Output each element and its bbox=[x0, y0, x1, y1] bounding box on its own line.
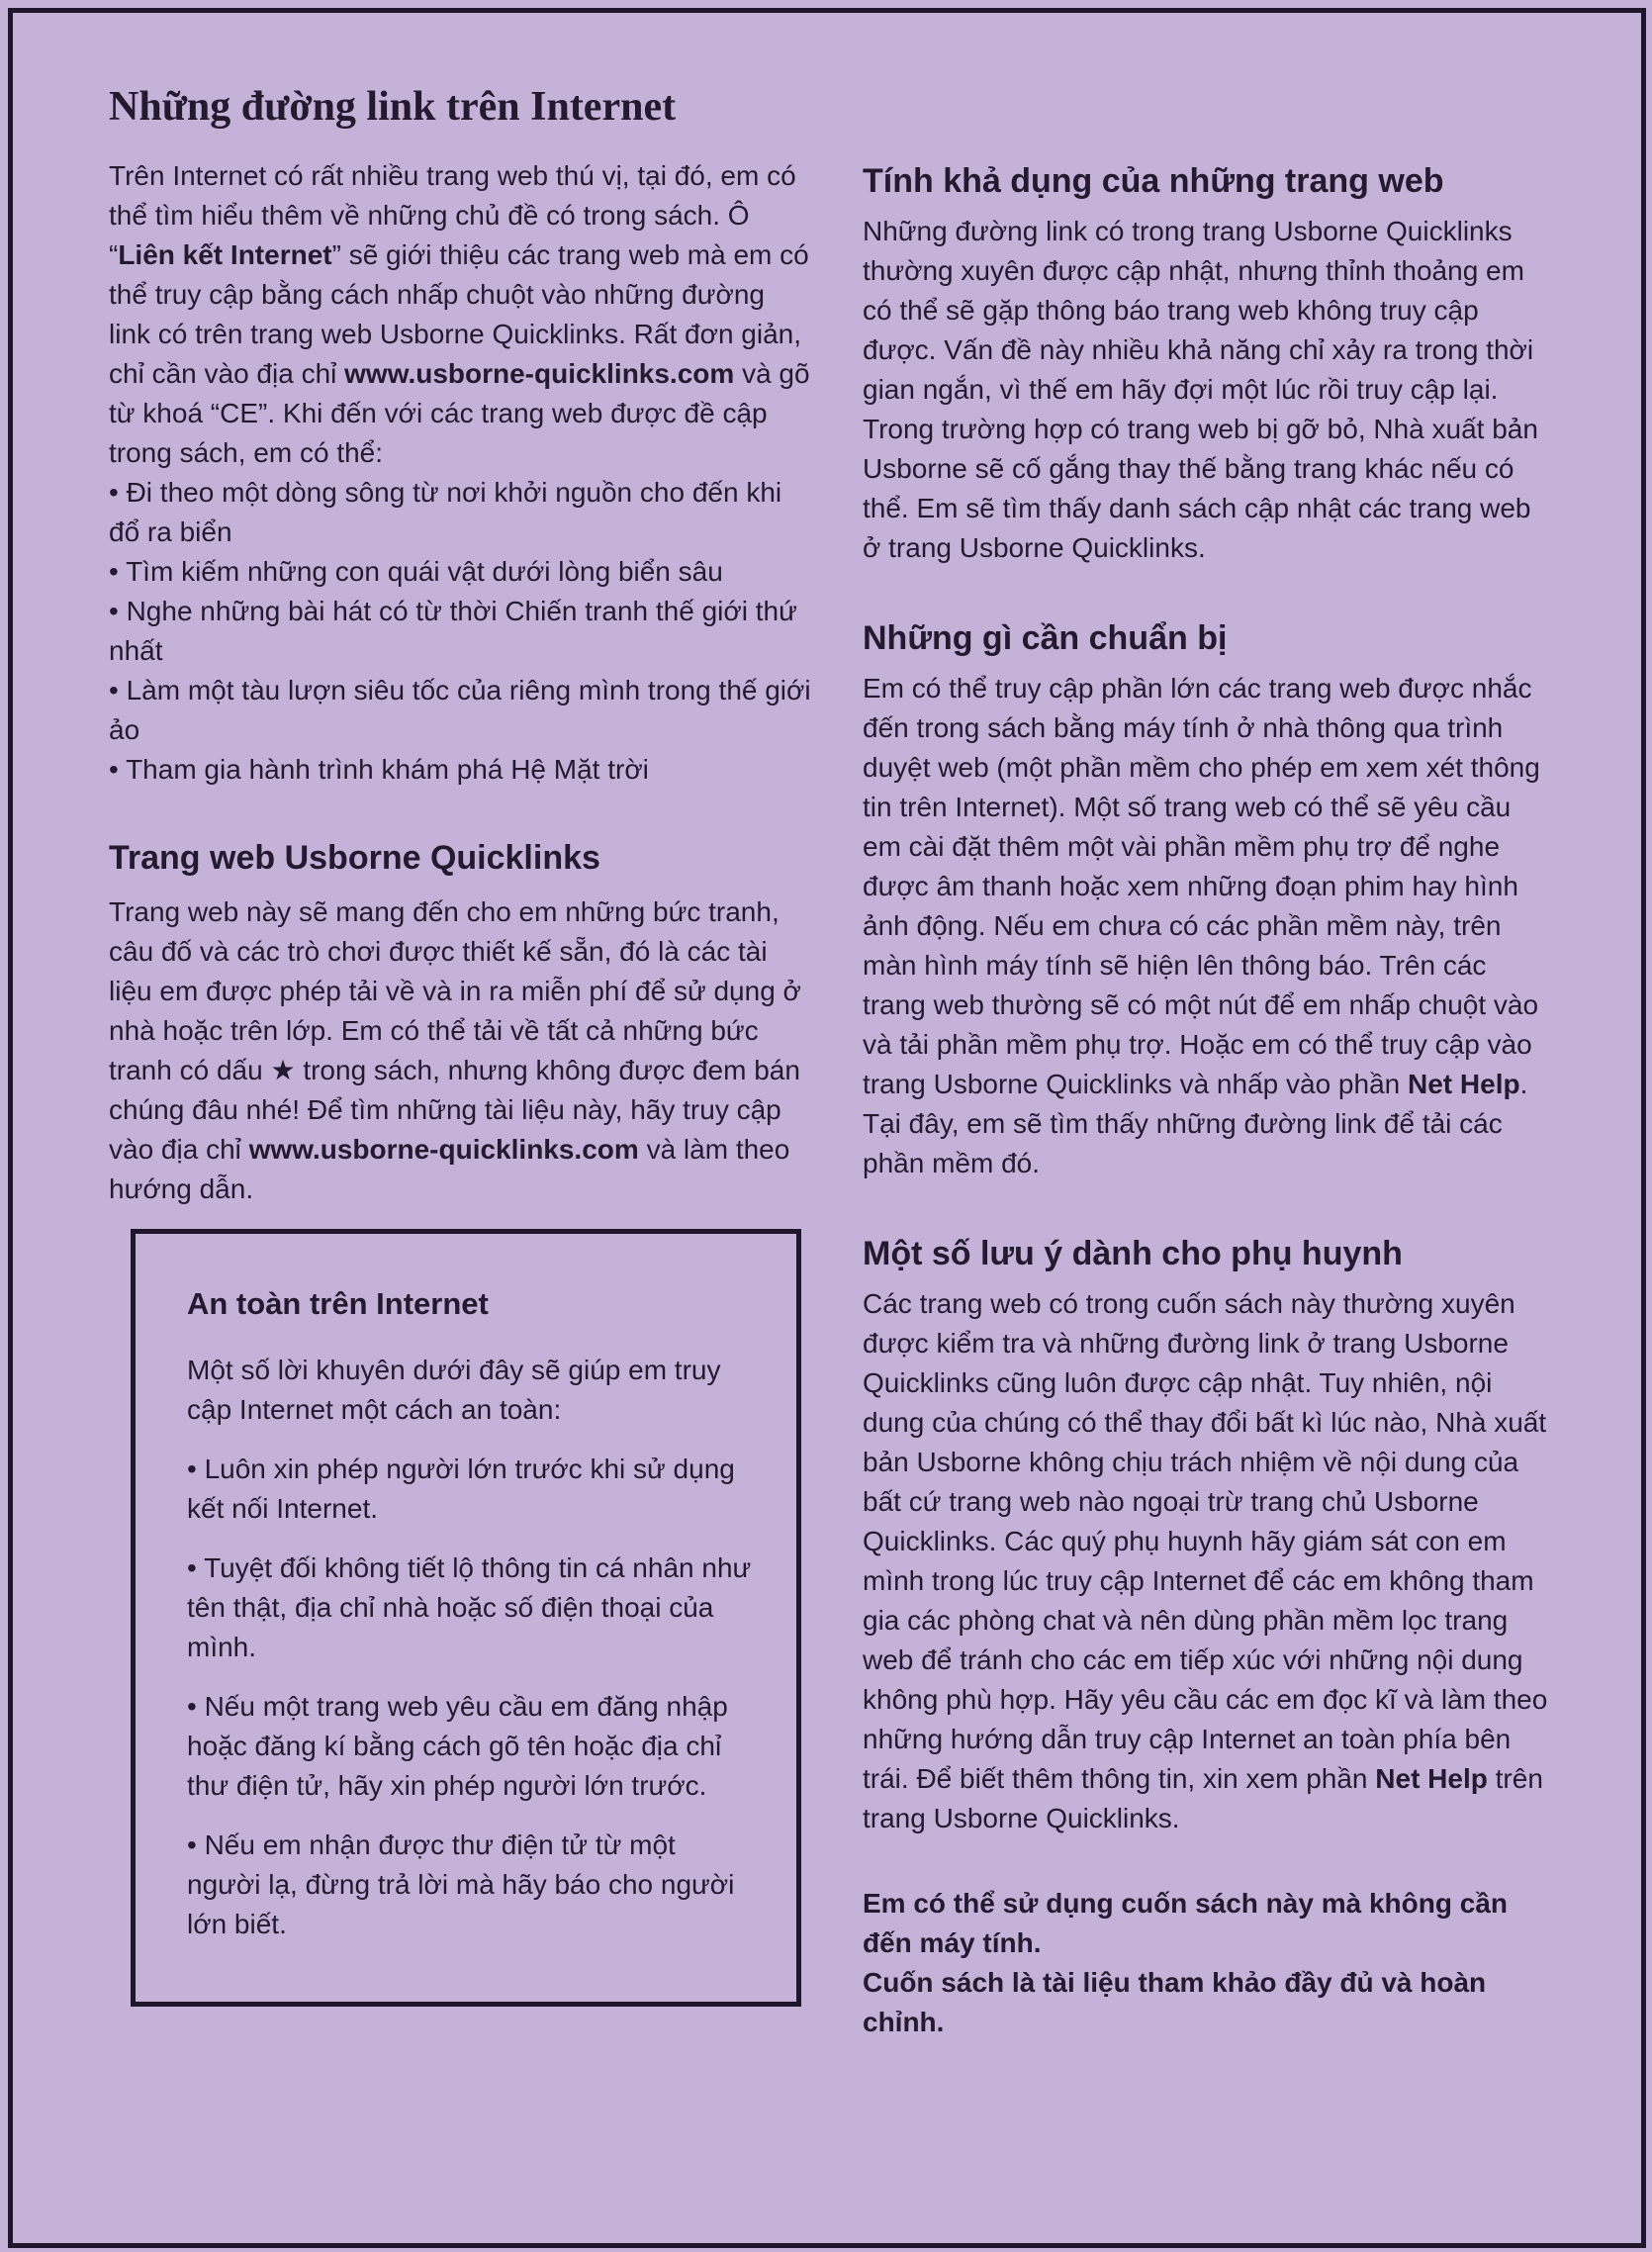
section-availability bbox=[863, 160, 1549, 568]
availability-paragraph-2: Trong trường hợp có trang web bị gỡ bỏ, Nhà xuất bản Usborne sẽ cố gắng thay thế bằng trang khác nếu có thể. Em sẽ tìm thấy danh sách cập nhật các trang web ở trang Usborne Quicklinks. bbox=[863, 414, 1538, 563]
activity-bullet: • Làm một tàu lượn siêu tốc của riêng mình trong thế giới ảo bbox=[109, 675, 811, 745]
preparation-text-2: . Tại đây, em sẽ tìm thấy những đường link để tải các phần mềm đó. bbox=[863, 1069, 1528, 1178]
section-heading-parents: Một số lưu ý dành cho phụ huynh bbox=[863, 1235, 1403, 1272]
section-preparation bbox=[863, 617, 1549, 1183]
footer-line-2: Cuốn sách là tài liệu tham khảo đầy đủ và hoàn chỉnh. bbox=[863, 1967, 1487, 2037]
footer-note bbox=[863, 1884, 1549, 2042]
intro-bold-lien-ket: Liên kết Internet bbox=[118, 239, 332, 270]
preparation-text-1: Em có thể truy cập phần lớn các trang web được nhắc đến trong sách bằng máy tính ở nhà thông qua trình duyệt web (một phần mềm cho phép em xem xét thông tin trên Internet). Một số trang web có thể sẽ yêu cầu em cài đặt thêm một vài phần mềm phụ trợ để nghe được âm thanh hoặc xem những đoạn phim hay hình ảnh động. Nếu em chưa có các phần mềm này, trên màn hình máy tính sẽ hiện lên thông báo. Trên các trang web thường sẽ có một nút để em nhấp chuột vào và tải phần mềm phụ trợ. Hoặc em có thể truy cập vào trang Usborne Quicklinks và nhấp vào phần bbox=[863, 673, 1540, 1099]
right-column bbox=[863, 160, 1549, 2042]
availability-paragraph-1: Những đường link có trong trang Usborne Quicklinks thường xuyên được cập nhật, nhưng thỉnh thoảng em có thể sẽ gặp thông báo trang web không truy cập được. Vấn đề này nhiều khả năng chỉ xảy ra trong thời gian ngắn, vì thế em hãy đợi một lúc rồi truy cập lại. bbox=[863, 216, 1534, 405]
preparation-paragraph bbox=[863, 669, 1549, 1183]
section-heading-availability: Tính khả dụng của những trang web bbox=[863, 162, 1444, 200]
intro-bold-url: www.usborne-quicklinks.com bbox=[344, 358, 735, 389]
quicklinks-text-2: và làm theo hướng dẫn. bbox=[109, 1134, 790, 1204]
footer-line-1: Em có thể sử dụng cuốn sách này mà không cần đến máy tính. bbox=[863, 1888, 1508, 1958]
quicklinks-text-1: Trang web này sẽ mang đến cho em những bức tranh, câu đố và các trò chơi được thiết kế sẵn, đó là các tài liệu em được phép tải về và in ra miễn phí để sử dụng ở nhà hoặc trên lớp. Em có thể tải về tất cả những bức tranh có dấu ★ trong sách, nhưng không được đem bán chúng đâu nhé! Để tìm những tài liệu này, hãy truy cập vào địa chỉ bbox=[109, 896, 801, 1165]
safety-bullet: • Luôn xin phép người lớn trước khi sử dụng kết nối Internet. bbox=[187, 1454, 735, 1524]
activity-bullet: • Đi theo một dòng sông từ nơi khởi nguồn cho đến khi đổ ra biển bbox=[109, 477, 782, 547]
intro-text-2: ” sẽ giới thiệu các trang web mà em có thể truy cập bằng cách nhấp chuột vào những đường link có trên trang web Usborne Quicklinks. Rất đơn giản, chỉ cần vào địa chỉ bbox=[109, 239, 809, 389]
section-heading-preparation: Những gì cần chuẩn bị bbox=[863, 619, 1228, 657]
safety-bullet: • Nếu một trang web yêu cầu em đăng nhập hoặc đăng kí bằng cách gõ tên hoặc địa chỉ thư điện tử, hãy xin phép người lớn trước. bbox=[187, 1691, 728, 1801]
section-heading-quicklinks: Trang web Usborne Quicklinks bbox=[109, 839, 600, 877]
activity-bullet: • Nghe những bài hát có từ thời Chiến tranh thế giới thứ nhất bbox=[109, 596, 797, 666]
intro-text-3: và gõ từ khoá “CE”. Khi đến với các trang web được đề cập trong sách, em có thể: bbox=[109, 358, 810, 468]
parents-text-1: Các trang web có trong cuốn sách này thường xuyên được kiểm tra và những đường link ở trang Usborne Quicklinks cũng luôn được cập nhật. Tuy nhiên, nội dung của chúng có thể thay đổi bất kì lúc nào, Nhà xuất bản Usborne không chịu trách nhiệm về nội dung của bất cứ trang web nào ngoại trừ trang chủ Usborne Quicklinks. Các quý phụ huynh hãy giám sát con em mình trong lúc truy cập Internet để các em không tham gia các phòng chat và nên dùng phần mềm lọc trang web để tránh cho các em tiếp xúc với những nội dung không phù hợp. Hãy yêu cầu các em đọc kĩ và làm theo những hướng dẫn truy cập Internet an toàn phía bên trái. Để biết thêm thông tin, xin xem phần bbox=[863, 1288, 1548, 1794]
quicklinks-paragraph bbox=[109, 892, 813, 1209]
safety-box-intro: Một số lời khuyên dưới đây sẽ giúp em truy cập Internet một cách an toàn: bbox=[187, 1355, 721, 1425]
safety-bullet: • Tuyệt đối không tiết lộ thông tin cá nhân như tên thật, địa chỉ nhà hoặc số điện thoại của mình. bbox=[187, 1552, 752, 1662]
parents-paragraph bbox=[863, 1284, 1549, 1838]
quicklinks-bold-url: www.usborne-quicklinks.com bbox=[248, 1134, 639, 1165]
preparation-bold-net-help: Net Help bbox=[1408, 1069, 1520, 1099]
intro-text-1: Trên Internet có rất nhiều trang web thú vị, tại đó, em có thể tìm hiểu thêm về những chủ đề có trong sách. Ô “ bbox=[109, 160, 796, 270]
left-column bbox=[109, 83, 813, 2007]
intro-paragraph bbox=[109, 156, 813, 473]
activity-bullet: • Tham gia hành trình khám phá Hệ Mặt trời bbox=[109, 754, 649, 785]
parents-bold-net-help: Net Help bbox=[1375, 1763, 1488, 1794]
activity-bullet: • Tìm kiếm những con quái vật dưới lòng biển sâu bbox=[109, 556, 723, 587]
page-title: Những đường link trên Internet bbox=[109, 84, 677, 130]
safety-box bbox=[131, 1229, 801, 2007]
parents-text-2: trên trang Usborne Quicklinks. bbox=[863, 1763, 1543, 1833]
safety-bullet: • Nếu em nhận được thư điện tử từ một người lạ, đừng trả lời mà hãy báo cho người lớn biết. bbox=[187, 1830, 735, 1939]
section-parents bbox=[863, 1233, 1549, 1838]
safety-box-heading: An toàn trên Internet bbox=[187, 1286, 489, 1321]
